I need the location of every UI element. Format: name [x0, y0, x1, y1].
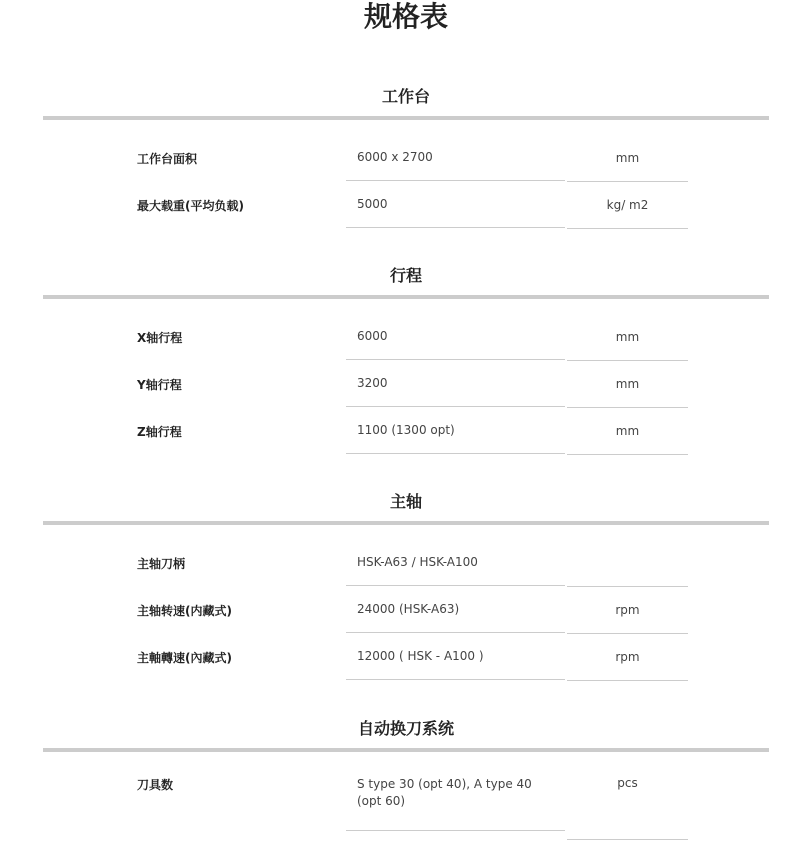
spec-row — [0, 408, 800, 455]
spec-value: 5000 — [346, 182, 565, 228]
page-title: 规格表 — [363, 0, 448, 33]
spec-unit: pcs — [567, 768, 688, 840]
spec-label: 主轴刀柄 — [137, 557, 186, 571]
spec-unit: mm — [567, 361, 688, 408]
spec-value: HSK-A63 / HSK-A100 — [346, 540, 565, 586]
spec-value: 12000 ( HSK - A100 ) — [346, 634, 565, 680]
spec-label: 主軸轉速(內藏式) — [137, 651, 232, 665]
spec-row — [0, 314, 800, 361]
section-divider — [43, 116, 769, 120]
section-title: 主轴 — [389, 492, 422, 511]
spec-row — [0, 182, 800, 229]
spec-unit: rpm — [567, 587, 688, 634]
spec-unit: kg/ m2 — [567, 182, 688, 229]
section-divider — [43, 295, 769, 299]
spec-row — [0, 634, 800, 681]
spec-value: 1100 (1300 opt) — [346, 408, 565, 454]
spec-row — [0, 361, 800, 408]
section-title: 自动换刀系统 — [357, 719, 454, 738]
spec-label: X轴行程 — [137, 331, 183, 345]
spec-label: Y轴行程 — [137, 378, 182, 392]
section-divider — [43, 748, 769, 752]
spec-label: 工作台面积 — [137, 152, 198, 166]
spec-row — [0, 768, 800, 832]
spec-label: Z轴行程 — [137, 425, 182, 439]
spec-value: S type 30 (opt 40), A type 40 (opt 60) — [346, 768, 565, 831]
section-divider — [43, 521, 769, 525]
spec-unit: mm — [567, 408, 688, 455]
spec-unit: rpm — [567, 634, 688, 681]
spec-value: 6000 x 2700 — [346, 135, 565, 181]
section-title: 工作台 — [381, 87, 430, 106]
spec-label: 主轴转速(内藏式) — [137, 604, 232, 618]
spec-unit — [567, 540, 688, 587]
spec-row — [0, 587, 800, 634]
spec-row — [0, 540, 800, 587]
spec-value: 6000 — [346, 314, 565, 360]
spec-value: 24000 (HSK-A63) — [346, 587, 565, 633]
spec-row — [0, 135, 800, 182]
spec-label: 最大载重(平均负载) — [137, 199, 244, 213]
spec-unit: mm — [567, 314, 688, 361]
spec-value: 3200 — [346, 361, 565, 407]
section-title: 行程 — [389, 266, 422, 285]
spec-label: 刀具数 — [137, 778, 174, 792]
spec-unit: mm — [567, 135, 688, 182]
